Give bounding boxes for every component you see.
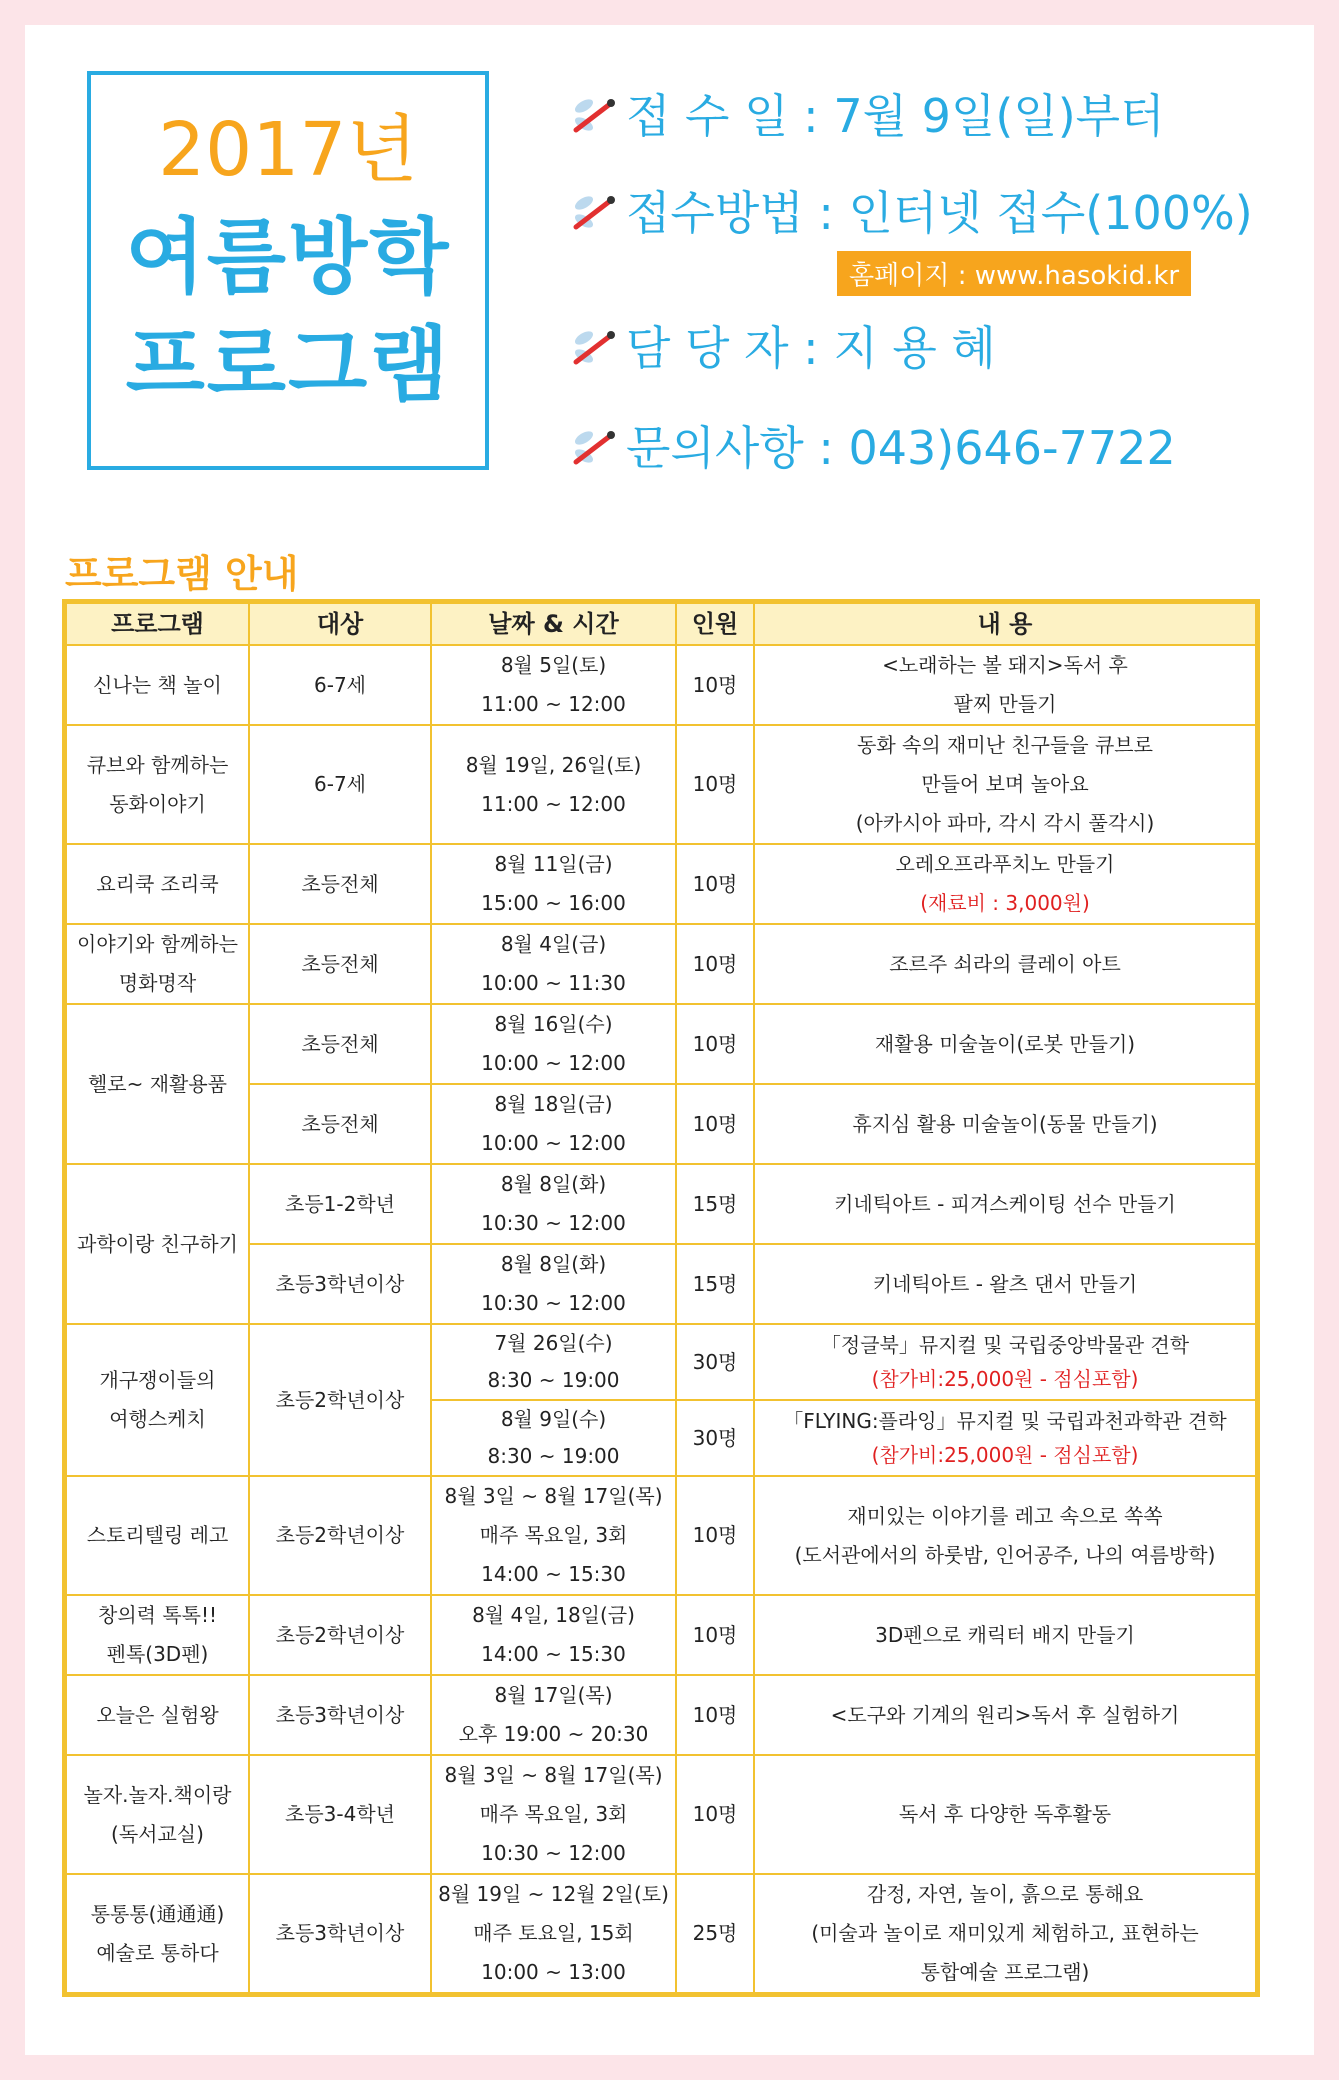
- cell-people: 10명: [676, 1675, 754, 1755]
- cell-target: 초등전체: [249, 924, 431, 1004]
- cell-line: 큐브와 함께하는: [86, 752, 229, 777]
- cell-program: [66, 1675, 249, 1755]
- cell-line: 10:30 ~ 12:00: [481, 1211, 626, 1235]
- title-box: [87, 71, 489, 470]
- program-table: [65, 602, 1257, 1994]
- info-sep: :: [788, 321, 834, 375]
- poster: [25, 25, 1314, 2055]
- cell-people: 10명: [676, 1476, 754, 1595]
- cell-line: 8월 3일 ~ 8월 17일(목): [444, 1484, 663, 1508]
- cell-line: 8월 4일, 18일(금): [472, 1603, 635, 1627]
- cell-program: [66, 1755, 249, 1874]
- cell-line: 14:00 ~ 15:30: [481, 1642, 626, 1666]
- dragonfly-icon: [570, 193, 616, 233]
- cell-line-red: (참가비:25,000원 - 점심포함): [871, 1367, 1139, 1391]
- table-row: [66, 844, 1256, 924]
- cell-line: 조르주 쇠라의 클레이 아트: [889, 951, 1121, 976]
- info-method: [570, 186, 1253, 240]
- cell-line: 8:30 ~ 19:00: [487, 1444, 620, 1468]
- cell-line: 8월 4일(금): [500, 932, 607, 956]
- cell-people: 25명: [676, 1874, 754, 1993]
- cell-target: 초등2학년이상: [249, 1595, 431, 1675]
- info-value: 7월 9일(일)부터: [833, 89, 1165, 143]
- info-label: 담 당 자: [626, 321, 789, 375]
- cell-line: 10:00 ~ 11:30: [481, 971, 626, 995]
- info-inquiry: [570, 421, 1176, 475]
- cell-line: (독서교실): [111, 1821, 204, 1846]
- cell-target: 초등전체: [249, 1084, 431, 1164]
- cell-line: 통합예술 프로그램): [920, 1960, 1090, 1984]
- cell-program: [66, 924, 249, 1004]
- cell-program: [66, 1164, 249, 1324]
- cell-line: 동화이야기: [109, 791, 206, 816]
- cell-line: 키네틱아트 - 피겨스케이팅 선수 만들기: [834, 1191, 1176, 1216]
- cell-content: [754, 1400, 1256, 1476]
- cell-people: 10명: [676, 725, 754, 844]
- cell-content: [754, 1004, 1256, 1084]
- cell-line: 헬로~ 재활용품: [87, 1071, 228, 1096]
- cell-target: 초등2학년이상: [249, 1324, 431, 1476]
- cell-target: 초등1-2학년: [249, 1164, 431, 1244]
- dragonfly-icon: [570, 96, 616, 136]
- cell-line: 8월 3일 ~ 8월 17일(목): [444, 1763, 663, 1787]
- cell-content: [754, 844, 1256, 924]
- table-row: [66, 1164, 1256, 1244]
- cell-line: 14:00 ~ 15:30: [481, 1562, 626, 1586]
- cell-program: [66, 1324, 249, 1476]
- cell-datetime: [431, 1476, 676, 1595]
- cell-datetime: [431, 924, 676, 1004]
- cell-line: 11:00 ~ 12:00: [481, 791, 626, 816]
- info-sep: :: [803, 186, 849, 240]
- cell-line: 8월 8일(화): [500, 1252, 607, 1276]
- cell-line: 3D펜으로 캐릭터 배지 만들기: [875, 1622, 1135, 1647]
- cell-line: 명화명작: [118, 971, 197, 995]
- cell-line: <노래하는 볼 돼지>독서 후: [882, 653, 1128, 677]
- cell-datetime: [431, 725, 676, 844]
- header-program: 프로그램: [66, 603, 249, 645]
- cell-datetime: [431, 1244, 676, 1324]
- cell-line: 팔찌 만들기: [953, 692, 1057, 716]
- cell-line: 8월 17일(목): [494, 1683, 613, 1707]
- cell-line: 8월 5일(토): [500, 653, 607, 677]
- cell-target: 초등3학년이상: [249, 1244, 431, 1324]
- cell-line: 10:00 ~ 12:00: [481, 1051, 626, 1075]
- header-datetime: 날짜 & 시간: [431, 603, 676, 645]
- title-year: 2017년: [158, 107, 418, 193]
- table-row: [66, 924, 1256, 1004]
- section-title: 프로그램 안내: [65, 552, 299, 596]
- cell-datetime: [431, 1874, 676, 1993]
- cell-line: 신나는 책 놀이: [93, 672, 222, 697]
- cell-datetime: [431, 1595, 676, 1675]
- cell-line: 「정글북」뮤지컬 및 국립중앙박물관 견학: [820, 1333, 1190, 1357]
- cell-target: 초등3학년이상: [249, 1874, 431, 1993]
- cell-line: 스토리텔링 레고: [86, 1523, 229, 1547]
- cell-content: [754, 1675, 1256, 1755]
- info-receipt-date: [570, 89, 1165, 143]
- cell-datetime: [431, 1675, 676, 1755]
- header-people: 인원: [676, 603, 754, 645]
- cell-datetime: [431, 1324, 676, 1400]
- table-row: [66, 1755, 1256, 1874]
- cell-content: [754, 924, 1256, 1004]
- cell-line: 7월 26일(수): [494, 1331, 613, 1355]
- info-value: 지 용 혜: [833, 321, 996, 375]
- info-value: 인터넷 접수(100%): [848, 186, 1253, 240]
- cell-line: 통통통(通通通): [90, 1901, 225, 1926]
- cell-target: 초등3-4학년: [249, 1755, 431, 1874]
- cell-line: 8월 19일, 26일(토): [465, 752, 642, 777]
- cell-people: 10명: [676, 1084, 754, 1164]
- cell-content: [754, 645, 1256, 725]
- homepage-badge[interactable]: 홈페이지 : www.hasokid.kr: [837, 251, 1191, 296]
- cell-line: 10:00 ~ 12:00: [481, 1131, 626, 1155]
- cell-people: 10명: [676, 1004, 754, 1084]
- cell-datetime: [431, 1084, 676, 1164]
- cell-datetime: [431, 1755, 676, 1874]
- cell-people: 30명: [676, 1400, 754, 1476]
- info-label: 문의사항: [626, 421, 804, 475]
- cell-content: [754, 1595, 1256, 1675]
- cell-people: 15명: [676, 1164, 754, 1244]
- cell-target: 초등2학년이상: [249, 1476, 431, 1595]
- cell-line: 과학이랑 친구하기: [77, 1231, 238, 1256]
- cell-line: 「FLYING:플라잉」뮤지컬 및 국립과천과학관 견학: [783, 1409, 1227, 1433]
- cell-line: 독서 후 다양한 독후활동: [898, 1802, 1112, 1826]
- cell-people: 15명: [676, 1244, 754, 1324]
- cell-line: 재미있는 이야기를 레고 속으로 쏙쏙: [847, 1503, 1163, 1528]
- cell-people: 10명: [676, 1595, 754, 1675]
- cell-datetime: [431, 1164, 676, 1244]
- cell-line: 8:30 ~ 19:00: [487, 1368, 620, 1392]
- cell-content: [754, 1324, 1256, 1400]
- table-row: [66, 645, 1256, 725]
- cell-line: (아카시아 파마, 각시 각시 풀각시): [855, 811, 1155, 835]
- cell-people: 10명: [676, 844, 754, 924]
- cell-datetime: [431, 645, 676, 725]
- cell-line-red: (참가비:25,000원 - 점심포함): [871, 1443, 1139, 1467]
- table-header-row: [66, 603, 1256, 645]
- cell-content: [754, 725, 1256, 844]
- cell-line: 재활용 미술놀이(로봇 만들기): [874, 1031, 1136, 1056]
- header-target: 대상: [249, 603, 431, 645]
- table-row: [66, 1324, 1256, 1400]
- cell-line: 개구쟁이들의: [99, 1368, 216, 1392]
- cell-line: 놀자.놀자.책이랑: [83, 1782, 232, 1807]
- info-manager: [570, 321, 996, 375]
- info-label: 접수방법: [626, 186, 804, 240]
- title-summer-vacation: 여름방학: [125, 210, 451, 305]
- info-value: 043)646-7722: [848, 421, 1176, 475]
- cell-line: 11:00 ~ 12:00: [481, 692, 626, 716]
- table-row: [66, 1004, 1256, 1084]
- cell-line: 감정, 자연, 놀이, 흙으로 통해요: [866, 1882, 1144, 1906]
- cell-content: [754, 1084, 1256, 1164]
- cell-line: 매주 목요일, 3회: [479, 1523, 628, 1547]
- dragonfly-icon: [570, 428, 616, 468]
- cell-line: 오늘은 실험왕: [96, 1702, 219, 1727]
- cell-datetime: [431, 1004, 676, 1084]
- cell-line: 8월 11일(금): [494, 852, 613, 876]
- cell-line: (도서관에서의 하룻밤, 인어공주, 나의 여름방학): [794, 1542, 1216, 1567]
- cell-target: 6-7세: [249, 645, 431, 725]
- cell-line: 오후 19:00 ~ 20:30: [458, 1722, 649, 1746]
- cell-program: [66, 1476, 249, 1595]
- info-label: 접 수 일: [626, 89, 789, 143]
- cell-line: 10:30 ~ 12:00: [481, 1291, 626, 1315]
- cell-people: 30명: [676, 1324, 754, 1400]
- table-row: [66, 1476, 1256, 1595]
- table-row: [66, 1874, 1256, 1993]
- cell-line: 오레오프라푸치노 만들기: [895, 852, 1115, 876]
- cell-target: 초등전체: [249, 844, 431, 924]
- cell-content: [754, 1244, 1256, 1324]
- cell-line: 여행스케치: [109, 1407, 206, 1431]
- cell-line: <도구와 기계의 원리>독서 후 실험하기: [830, 1702, 1180, 1727]
- cell-content: [754, 1164, 1256, 1244]
- cell-line: 펜톡(3D펜): [106, 1642, 209, 1666]
- cell-target: 초등3학년이상: [249, 1675, 431, 1755]
- cell-people: 10명: [676, 924, 754, 1004]
- cell-target: 초등전체: [249, 1004, 431, 1084]
- cell-program: [66, 1595, 249, 1675]
- cell-datetime: [431, 844, 676, 924]
- dragonfly-icon: [570, 328, 616, 368]
- cell-program: [66, 1004, 249, 1164]
- info-sep: :: [803, 421, 849, 475]
- cell-program: [66, 844, 249, 924]
- cell-content: [754, 1874, 1256, 1993]
- cell-program: [66, 645, 249, 725]
- cell-line: 10:30 ~ 12:00: [481, 1841, 626, 1865]
- cell-people: 10명: [676, 645, 754, 725]
- header-content: 내 용: [754, 603, 1256, 645]
- cell-line: 8월 8일(화): [500, 1172, 607, 1196]
- cell-line: 창의력 톡톡!!: [98, 1603, 217, 1627]
- cell-target: 6-7세: [249, 725, 431, 844]
- cell-line: 8월 9일(수): [500, 1407, 607, 1431]
- cell-line: 예술로 통하다: [96, 1940, 219, 1965]
- cell-content: [754, 1476, 1256, 1595]
- cell-line: 매주 목요일, 3회: [479, 1802, 628, 1826]
- cell-line: 8월 19일 ~ 12월 2일(토): [438, 1882, 669, 1906]
- table-row: [66, 1595, 1256, 1675]
- cell-line: 매주 토요일, 15회: [473, 1921, 634, 1945]
- cell-line: 15:00 ~ 16:00: [481, 891, 626, 915]
- cell-line: 동화 속의 재미난 친구들을 큐브로: [857, 733, 1153, 757]
- cell-line: 키네틱아트 - 왈츠 댄서 만들기: [872, 1271, 1138, 1296]
- cell-line: 요리쿡 조리쿡: [96, 871, 219, 896]
- info-sep: :: [788, 89, 834, 143]
- cell-people: 10명: [676, 1755, 754, 1874]
- cell-line: (미술과 놀이로 재미있게 체험하고, 표현하는: [811, 1921, 1199, 1945]
- cell-datetime: [431, 1400, 676, 1476]
- cell-line: 8월 16일(수): [494, 1012, 613, 1036]
- cell-program: [66, 725, 249, 844]
- cell-line: 8월 18일(금): [494, 1092, 613, 1116]
- cell-line-red: (재료비 : 3,000원): [920, 891, 1090, 915]
- cell-line: 만들어 보며 놀아요: [921, 772, 1089, 796]
- cell-line: 이야기와 함께하는: [77, 932, 238, 956]
- cell-content: [754, 1755, 1256, 1874]
- table-row: [66, 725, 1256, 844]
- cell-line: 휴지심 활용 미술놀이(동물 만들기): [852, 1111, 1158, 1136]
- title-program: 프로그램: [125, 318, 451, 413]
- cell-line: 10:00 ~ 13:00: [481, 1960, 626, 1984]
- cell-program: [66, 1874, 249, 1993]
- table-row: [66, 1675, 1256, 1755]
